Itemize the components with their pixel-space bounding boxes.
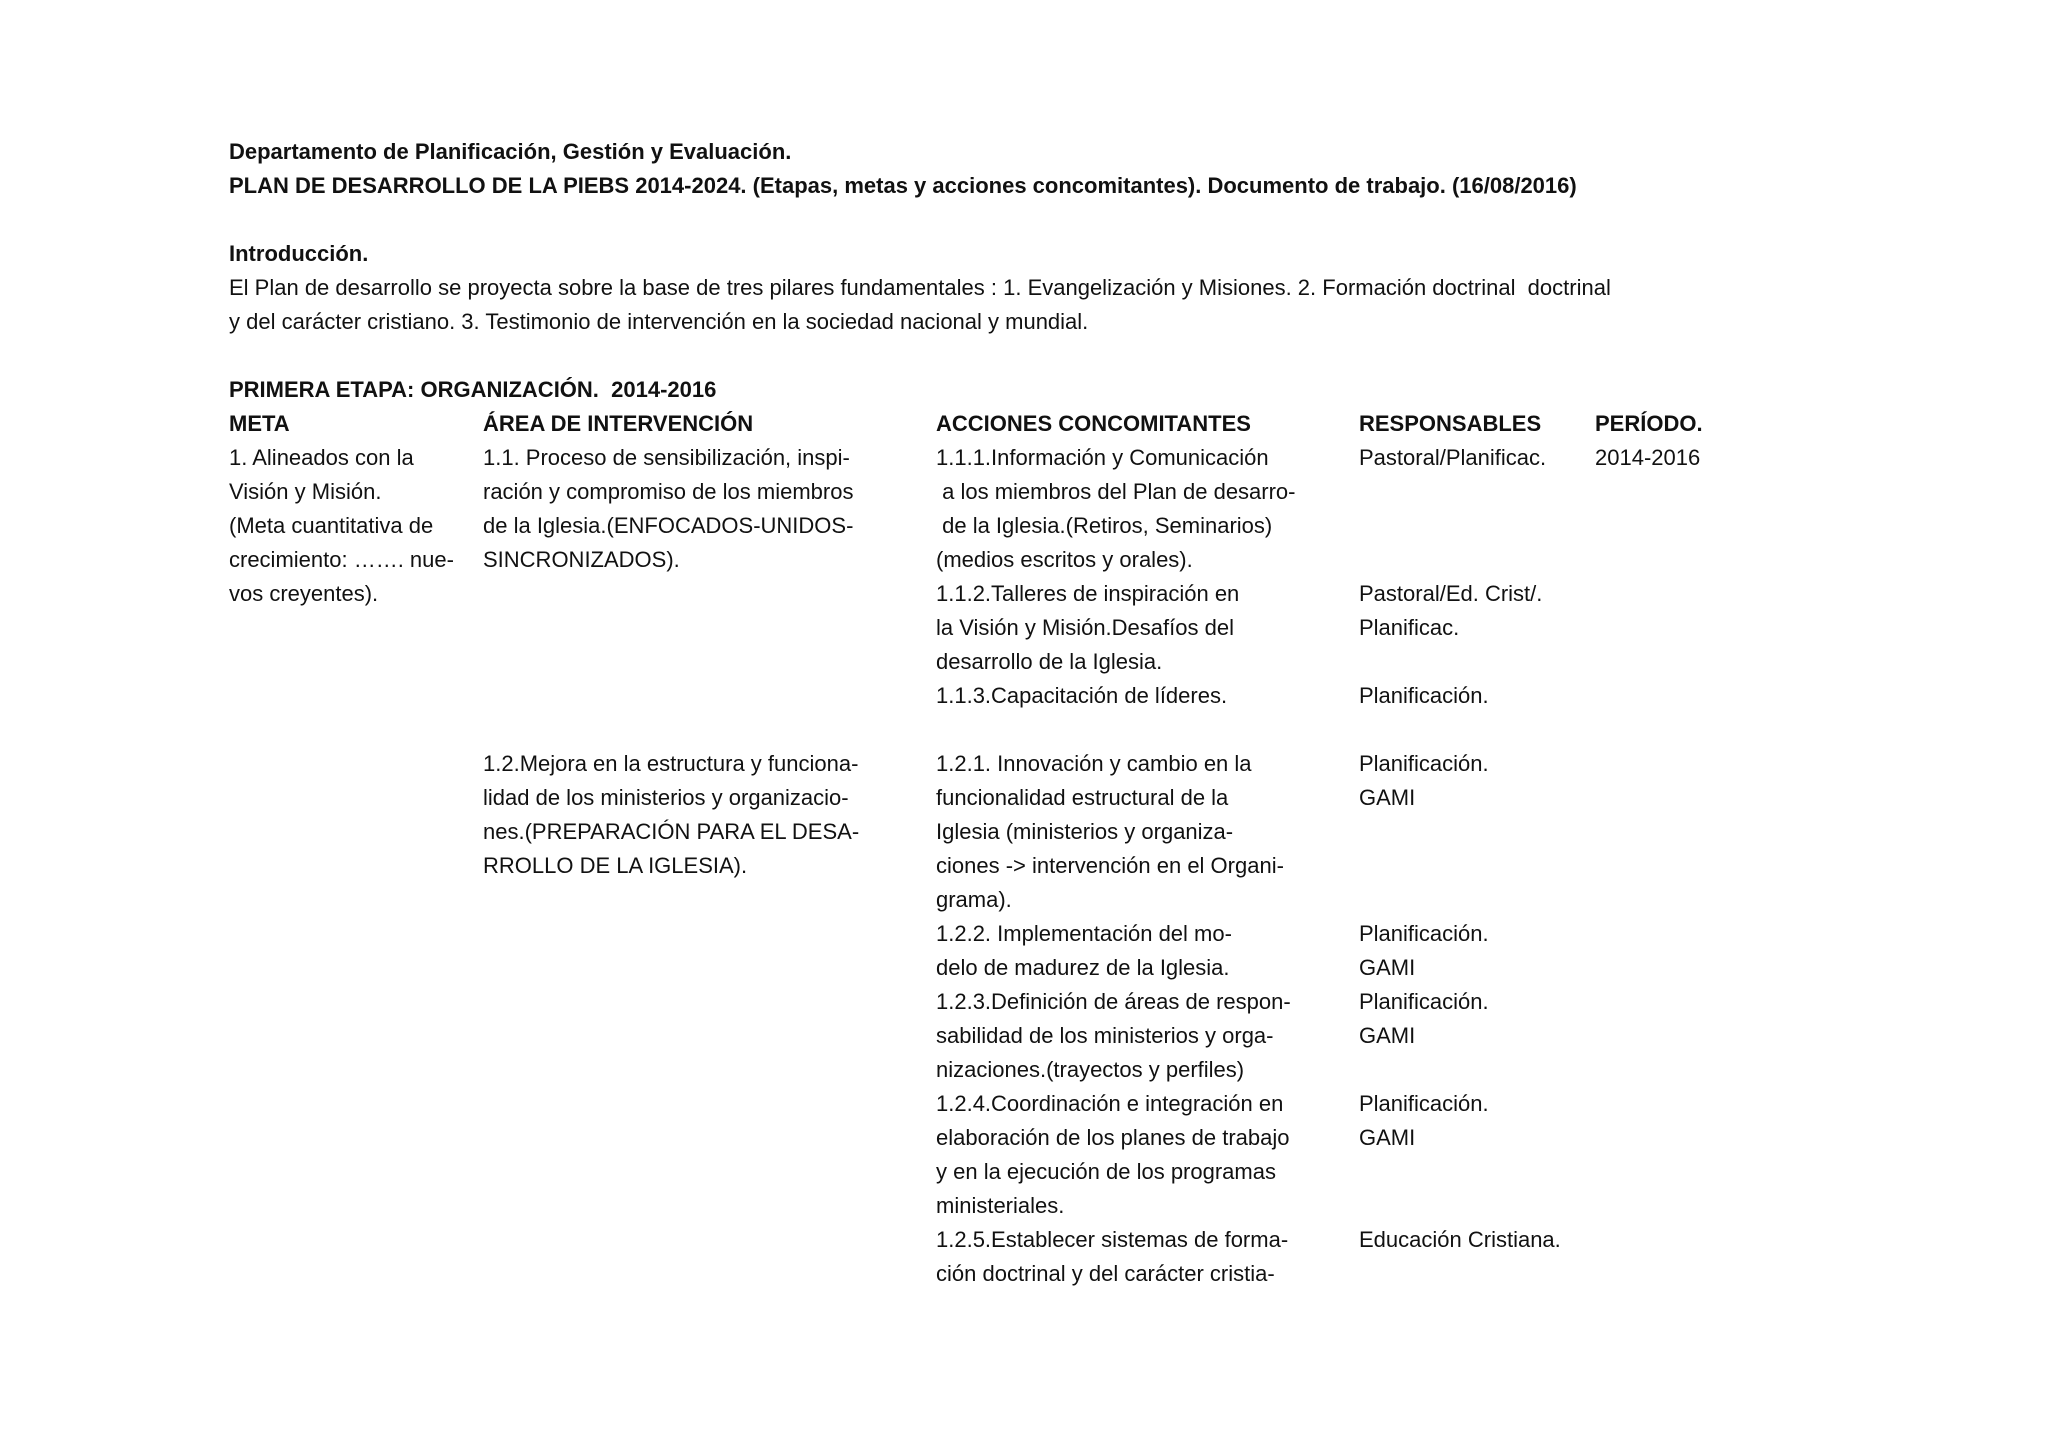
accion-line: elaboración de los planes de trabajo xyxy=(936,1125,1290,1150)
accion-line: de la Iglesia.(Retiros, Seminarios) xyxy=(936,513,1273,538)
responsable-line: Planificación. xyxy=(1359,683,1489,708)
intro-line: El Plan de desarrollo se proyecta sobre la base de tres pilares fundamentales : 1. Evangelización y Misiones. 2. Formación doctrinal doctrinal xyxy=(229,275,1611,300)
accion-line: ministeriales. xyxy=(936,1193,1065,1218)
responsable-line: GAMI xyxy=(1359,955,1416,980)
accion-line: desarrollo de la Iglesia. xyxy=(936,649,1163,674)
accion-line: 1.1.1.Información y Comunicación xyxy=(936,445,1269,470)
accion-line: (medios escritos y orales). xyxy=(936,547,1193,572)
intro-line: y del carácter cristiano. 3. Testimonio de intervención en la sociedad nacional y mundial. xyxy=(229,309,1089,334)
plan-title: PLAN DE DESARROLLO DE LA PIEBS 2014-2024. (Etapas, metas y acciones concomitantes). Documento de trabajo. (16/08/2016) xyxy=(229,173,1577,198)
responsable-line: Pastoral/Ed. Crist/. xyxy=(1359,581,1543,606)
responsable-line: Pastoral/Planificac. xyxy=(1359,445,1547,470)
responsable-line: GAMI xyxy=(1359,1125,1416,1150)
accion-line: funcionalidad estructural de la xyxy=(936,785,1229,810)
accion-line: 1.2.1. Innovación y cambio en la xyxy=(936,751,1252,776)
accion-line: 1.1.3.Capacitación de líderes. xyxy=(936,683,1228,708)
accion-line: la Visión y Misión.Desafíos del xyxy=(936,615,1234,640)
department-heading: Departamento de Planificación, Gestión y Evaluación. xyxy=(229,139,792,164)
accion-line: 1.2.2. Implementación del mo- xyxy=(936,921,1232,946)
accion-line: ciones -> intervención en el Organi- xyxy=(936,853,1284,878)
meta-line: crecimiento: ……. nue- xyxy=(229,547,454,572)
meta-line: vos creyentes). xyxy=(229,581,379,606)
responsable-line: Planificación. xyxy=(1359,751,1489,776)
meta-line: Visión y Misión. xyxy=(229,479,382,504)
meta-line: (Meta cuantitativa de xyxy=(229,513,434,538)
responsable-line: Planificación. xyxy=(1359,921,1489,946)
area-line: RROLLO DE LA IGLESIA). xyxy=(483,853,748,878)
accion-line: 1.1.2.Talleres de inspiración en xyxy=(936,581,1240,606)
area-line: 1.2.Mejora en la estructura y funciona- xyxy=(483,751,859,776)
accion-line: nizaciones.(trayectos y perfiles) xyxy=(936,1057,1245,1082)
accion-line: a los miembros del Plan de desarro- xyxy=(936,479,1296,504)
area-line: nes.(PREPARACIÓN PARA EL DESA- xyxy=(483,819,860,844)
accion-line: 1.2.5.Establecer sistemas de forma- xyxy=(936,1227,1289,1252)
accion-line: 1.2.3.Definición de áreas de respon- xyxy=(936,989,1291,1014)
col-header-periodo: PERÍODO. xyxy=(1595,411,1703,436)
responsable-line: GAMI xyxy=(1359,785,1416,810)
responsable-line: Planificación. xyxy=(1359,989,1489,1014)
meta-line: 1. Alineados con la xyxy=(229,445,414,470)
accion-line: y en la ejecución de los programas xyxy=(936,1159,1276,1184)
area-line: 1.1. Proceso de sensibilización, inspi- xyxy=(483,445,850,470)
area-line: lidad de los ministerios y organizacio- xyxy=(483,785,849,810)
col-header-responsables: RESPONSABLES xyxy=(1359,411,1542,436)
stage-title: PRIMERA ETAPA: ORGANIZACIÓN. 2014-2016 xyxy=(229,377,717,402)
col-header-meta: META xyxy=(229,411,290,436)
accion-line: delo de madurez de la Iglesia. xyxy=(936,955,1230,980)
intro-heading: Introducción. xyxy=(229,241,369,266)
periodo-value: 2014-2016 xyxy=(1595,445,1701,470)
col-header-acciones: ACCIONES CONCOMITANTES xyxy=(936,411,1251,436)
area-line: SINCRONIZADOS). xyxy=(483,547,680,572)
responsable-line: Planificación. xyxy=(1359,1091,1489,1116)
responsable-line: GAMI xyxy=(1359,1023,1416,1048)
accion-line: ción doctrinal y del carácter cristia- xyxy=(936,1261,1275,1286)
accion-line: sabilidad de los ministerios y orga- xyxy=(936,1023,1274,1048)
area-line: ración y compromiso de los miembros xyxy=(483,479,854,504)
accion-line: grama). xyxy=(936,887,1012,912)
responsable-line: Educación Cristiana. xyxy=(1359,1227,1561,1252)
accion-line: 1.2.4.Coordinación e integración en xyxy=(936,1091,1284,1116)
col-header-area: ÁREA DE INTERVENCIÓN xyxy=(483,411,754,436)
responsable-line: Planificac. xyxy=(1359,615,1460,640)
area-line: de la Iglesia.(ENFOCADOS-UNIDOS- xyxy=(483,513,854,538)
accion-line: Iglesia (ministerios y organiza- xyxy=(936,819,1234,844)
